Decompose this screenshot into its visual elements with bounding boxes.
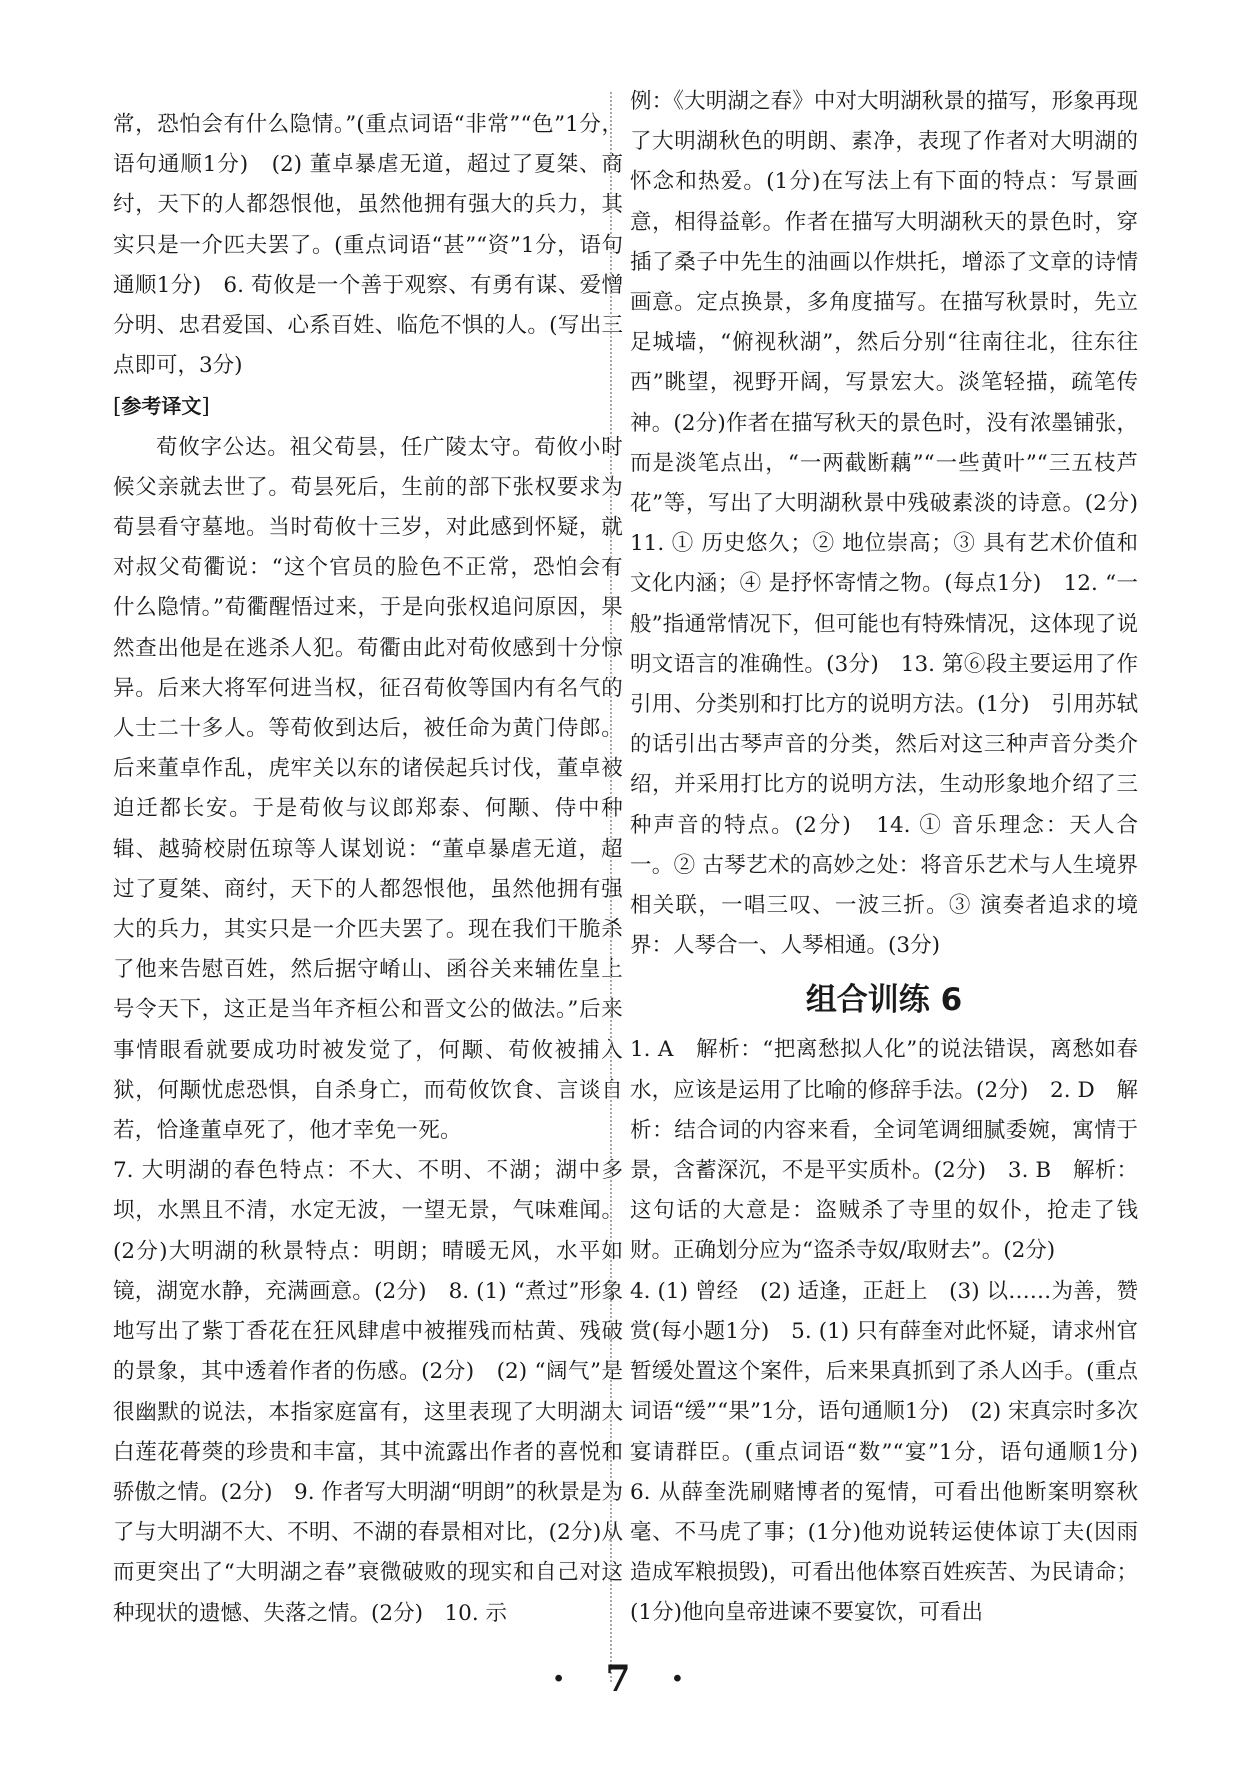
reference-translation-heading: [参考译文] [113, 394, 210, 420]
column-divider [610, 92, 612, 1682]
answer-paragraph: 1. A 解析：“把离愁拟人化”的说法错误，离愁如春水，应该是运用了比喻的修辞手法。(2分) 2. D 解析：结合词的内容来看，全词笔调细腻委婉，寓情于景，含蓄深沉，不是平实质朴。(2分) 3. B 解析：这句话的大意是：盗贼杀了寺里的奴仆，抢走了钱财。正确划分应为“盗杀寺奴/取财去”。(2分) [630, 1037, 1138, 1264]
answer-paragraph: 7. 大明湖的春色特点：不大、不明、不湖；湖中多坝，水黑且不清，水定无波，一望无景，气味难闻。(2分)大明湖的秋景特点：明朗；晴暖无风，水平如镜，湖宽水静，充满画意。(2分) 8. (1) “煮过”形象地写出了紫丁香花在狂风肆虐中被摧残而枯黄、残破的景象，其中透着作者的伤感。(2分) (2) “阔气”是很幽默的说法，本指家庭富有，这里表现了大明湖大白莲花蓇葖的珍贵和丰富，其中流露出作者的喜悦和骄傲之情。(2分) 9. 作者写大明湖“明朗”的秋景是为了与大明湖不大、不明、不湖的春景相对比，(2分)从而更突出了“大明湖之春”衰微破败的现实和自己对这种现状的遗憾、失落之情。(2分) 10. 示 [113, 1158, 623, 1626]
answer-paragraph: 例：《大明湖之春》中对大明湖秋景的描写，形象再现了大明湖秋色的明朗、素净，表现了作者对大明湖的怀念和热爱。(1分)在写法上有下面的特点：写景画意，相得益彰。作者在描写大明湖秋天的景色时，穿插了桑子中先生的油画以作烘托，增添了文章的诗情画意。定点换景，多角度描写。在描写秋景时，先立足城墙，“俯视秋湖”，然后分别“往南往北，往东往西”眺望，视野开阔，写景宏大。淡笔轻描，疏笔传神。(2分)作者在描写秋天的景色时，没有浓墨铺张，而是淡笔点出，“一两截断藕”“一些黄叶”“三五枝芦花”等，写出了大明湖秋景中残破素淡的诗意。(2分) 11. ① 历史悠久；② 地位崇高；③ 具有艺术价值和文化内涵；④ 是抒怀寄情之物。(每点1分) 12. “一般”指通常情况下，但可能也有特殊情况，这体现了说明文语言的准确性。(3分) 13. 第⑥段主要运用了作引用、分类别和打比方的说明方法。(1分) 引用苏轼的话引出古琴声音的分类，然后对这三种声音分类介绍，并采用打比方的说明方法，生动形象地介绍了三种声音的特点。(2分) 14. ① 音乐理念：天人合一。② 古琴艺术的高妙之处：将音乐艺术与人生境界相关联，一唱三叹、一波三折。③ 演奏者追求的境界：人琴合一、人琴相通。(3分) [630, 89, 1160, 959]
right-column [630, 82, 1160, 1634]
answer-paragraph: 常，恐怕会有什么隐情。”(重点词语“非常”“色”1分，语句通顺1分) (2) 董卓暴虐无道，超过了夏桀、商纣，天下的人都怨恨他，虽然他拥有强大的兵力，其实只是一介匹夫罢了。(重点词语“甚”“资”1分，语句通顺1分) 6. 荀攸是一个善于观察、有勇有谋、爱憎分明、忠君爱国、心系百姓、临危不惧的人。(写出三点即可，3分) [113, 112, 623, 379]
left-column [113, 105, 623, 1634]
reference-translation-title: 参考译文 [121, 394, 202, 419]
page-number: · 7 · [552, 1658, 698, 1700]
section-title: 组合训练 6 [805, 982, 963, 1019]
reference-translation-text: 荀攸字公达。祖父荀昙，任广陵太守。荀攸小时候父亲就去世了。荀昙死后，生前的部下张权要求为荀昙看守墓地。当时荀攸十三岁，对此感到怀疑，就对叔父荀衢说：“这个官员的脸色不正常，恐怕会有什么隐情。”荀衢醒悟过来，于是向张权追问原因，果然查出他是在逃杀人犯。荀衢由此对荀攸感到十分惊异。后来大将军何进当权，征召荀攸等国内有名气的人士二十多人。等荀攸到达后，被任命为黄门侍郎。后来董卓作乱，虎牢关以东的诸侯起兵讨伐，董卓被迫迁都长安。于是荀攸与议郎郑泰、何颙、侍中种辑、越骑校尉伍琼等人谋划说：“董卓暴虐无道，超过了夏桀、商纣，天下的人都怨恨他，虽然他拥有强大的兵力，其实只是一介匹夫罢了。现在我们干脆杀了他来告慰百姓，然后据守崤山、函谷关来辅佐皇上号令天下，这正是当年齐桓公和晋文公的做法。”后来事情眼看就要成功时被发觉了，何颙、荀攸被捕入狱，何颙忧虑恐惧，自杀身亡，而荀攸饮食、言谈自若，恰逢董卓死了，他才幸免一死。 [113, 434, 623, 1144]
page-number-value: 7 [605, 1658, 645, 1700]
answer-paragraph: 4. (1) 曾经 (2) 适逢，正赶上 (3) 以……为善，赞赏(每小题1分) 5. (1) 只有薛奎对此怀疑，请求州官暂缓处置这个案件，后来果真抓到了杀人凶手。(重点词语“缓”“果”1分，语句通顺1分) (2) 宋真宗时多次宴请群臣。(重点词语“数”“宴”1分，语句通顺1分) 6. 从薛奎洗刷赌博者的冤情，可看出他断案明察秋毫、不马虎了事；(1分)他劝说转运使体谅丁夫(因雨造成军粮损毁)，可看出他体察百姓疾苦、为民请命；(1分)他向皇帝进谏不要宴饮，可看出 [630, 1278, 1160, 1626]
